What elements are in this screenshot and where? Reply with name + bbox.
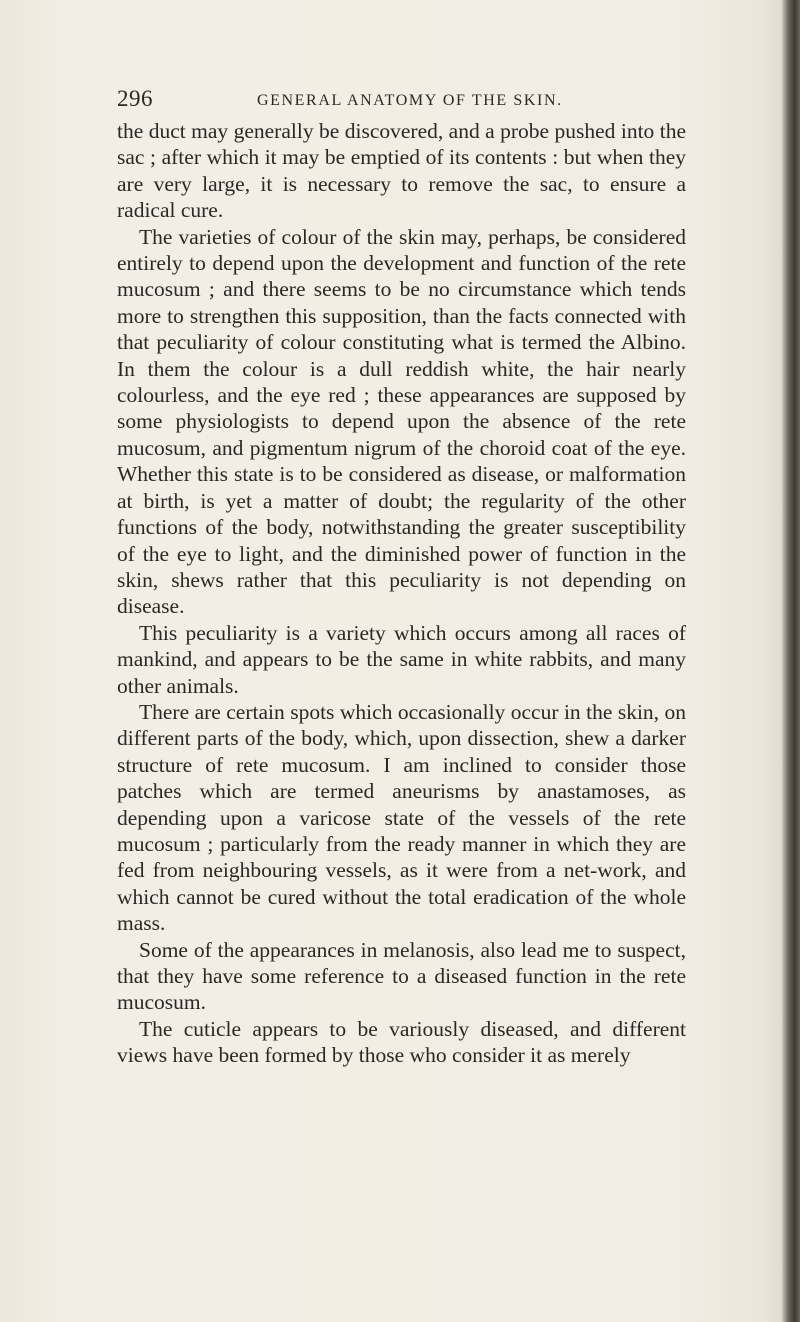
page-number: 296 [117,86,153,111]
book-spine-edge [782,0,800,1322]
paragraph: Some of the appearances in melanosis, also lead me to suspect, that they have some reference to a diseased function in the rete mucosum. [117,937,686,1015]
page-header [0,86,800,116]
running-title: GENERAL ANATOMY OF THE SKIN. [257,92,563,109]
paragraph: This peculiarity is a variety which occurs among all races of mankind, and appears to be the same in white rabbits, and many other animals. [117,620,686,698]
paragraph: The varieties of colour of the skin may, perhaps, be considered entirely to depend upon the development and function of the rete mucosum ; and there seems to be no circumstance which tends more to strengthen this supposition, than the facts connected with that peculiarity of colour constituting what is termed the Albino. In them the colour is a dull reddish white, the hair nearly colourless, and the eye red ; these appearances are supposed by some physiologists to depend upon the absence of the rete mucosum, and pigmentum nigrum of the choroid coat of the eye. Whether this state is to be considered as disease, or malformation at birth, is yet a matter of doubt; the regularity of the other functions of the body, notwithstanding the greater susceptibility of the eye to light, and the diminished power of function in the skin, shews rather that this peculiarity is not depending on disease. [117,224,686,619]
paragraph: There are certain spots which occasionally occur in the skin, on different parts of the body, which, upon dissection, shew a darker structure of rete mucosum. I am inclined to consider those patches which are termed aneurisms by anastamoses, as depending upon a varicose state of the vessels of the rete mucosum ; particularly from the ready manner in which they are fed from neighbouring vessels, as it were from a net-work, and which cannot be cured without the total eradication of the whole mass. [117,699,686,936]
paragraph: The cuticle appears to be variously diseased, and different views have been formed by those who consider it as merely [117,1016,686,1068]
body-text [117,118,686,1069]
paragraph: the duct may generally be discovered, and a probe pushed into the sac ; after which it may be emptied of its contents : but when they are very large, it is necessary to remove the sac, to ensure a radical cure. [117,119,686,223]
